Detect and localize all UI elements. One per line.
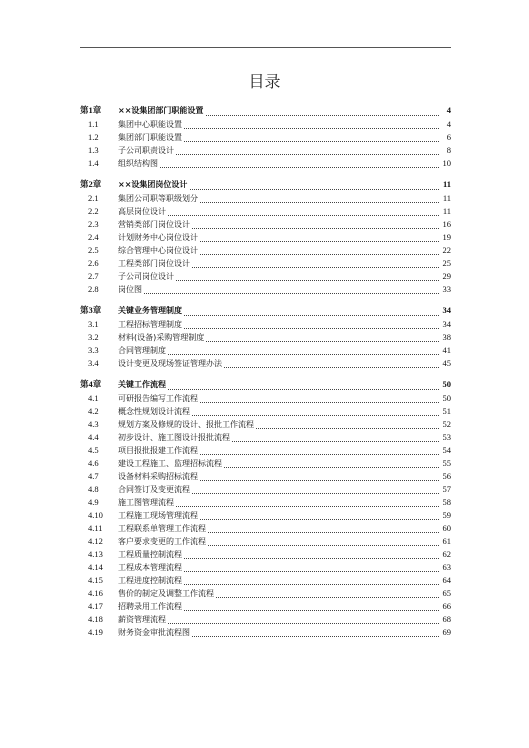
entry-page-number: 11	[440, 192, 451, 205]
entry-number: 4.11	[88, 523, 103, 533]
entry-page-number: 34	[440, 318, 452, 331]
entry-page-number: 63	[440, 561, 452, 574]
toc-section-entry[interactable]	[80, 283, 451, 296]
toc-section-entry[interactable]	[80, 144, 451, 157]
entry-page-number: 56	[440, 470, 452, 483]
entry-title: 建设工程施工、监理招标流程	[118, 459, 222, 468]
dot-leader	[118, 293, 439, 294]
toc-section-entry[interactable]	[80, 457, 451, 470]
entry-title: 施工图管理流程	[118, 498, 174, 507]
entry-number: 2.8	[88, 284, 99, 294]
toc-section-entry[interactable]	[80, 509, 451, 522]
entry-page-number: 4	[444, 118, 451, 131]
entry-title: ××设集团部门职能设置	[118, 106, 204, 115]
entry-page-number: 34	[440, 304, 452, 317]
entry-number: 4.18	[88, 614, 103, 624]
entry-title: 合同签订及变更流程	[118, 485, 190, 494]
entry-title: 客户要求变更的工作流程	[118, 537, 206, 546]
toc-section-entry[interactable]	[80, 600, 451, 613]
entry-number: 4.14	[88, 562, 103, 572]
toc-section-entry[interactable]	[80, 483, 451, 496]
table-of-contents	[80, 104, 451, 639]
chapter-gap	[80, 370, 451, 378]
toc-section-entry[interactable]	[80, 218, 451, 231]
toc-section-entry[interactable]	[80, 444, 451, 457]
entry-number: 4.8	[88, 484, 99, 494]
entry-number: 4.2	[88, 406, 99, 416]
entry-page-number: 61	[440, 535, 452, 548]
entry-number: 2.3	[88, 219, 99, 229]
entry-title: ××设集团岗位设计	[118, 180, 188, 189]
entry-page-number: 62	[440, 548, 452, 561]
entry-title: 工程质量控制流程	[118, 550, 182, 559]
entry-title: 岗位图	[118, 285, 142, 294]
entry-title: 工程招标管理制度	[118, 320, 182, 329]
toc-chapter-entry[interactable]	[80, 104, 451, 118]
toc-section-entry[interactable]	[80, 431, 451, 444]
toc-section-entry[interactable]	[80, 561, 451, 574]
entry-title: 关键业务管理制度	[118, 306, 182, 315]
entry-title: 工程类部门岗位设计	[118, 259, 190, 268]
toc-chapter-entry[interactable]	[80, 378, 451, 392]
entry-title: 集团中心职能设置	[118, 120, 182, 129]
entry-number: 4.1	[88, 393, 99, 403]
entry-number: 4.12	[88, 536, 103, 546]
entry-title: 工程成本管理流程	[118, 563, 182, 572]
toc-section-entry[interactable]	[80, 244, 451, 257]
entry-title: 工程联系单管理工作流程	[118, 524, 206, 533]
entry-page-number: 54	[440, 444, 452, 457]
entry-page-number: 64	[440, 574, 452, 587]
toc-section-entry[interactable]	[80, 626, 451, 639]
entry-number: 第1章	[80, 105, 102, 115]
entry-number: 4.7	[88, 471, 99, 481]
entry-title: 工程进度控制流程	[118, 576, 182, 585]
toc-section-entry[interactable]	[80, 470, 451, 483]
entry-page-number: 69	[440, 626, 452, 639]
entry-page-number: 19	[440, 231, 452, 244]
entry-title: 集团部门职能设置	[118, 133, 182, 142]
entry-title: 计划财务中心岗位设计	[118, 233, 198, 242]
entry-title: 初步设计、施工图设计报批流程	[118, 433, 230, 442]
toc-section-entry[interactable]	[80, 357, 451, 370]
page-title: 目录	[248, 72, 281, 91]
entry-page-number: 11	[440, 178, 451, 191]
entry-page-number: 50	[440, 378, 452, 391]
entry-number: 4.19	[88, 627, 103, 637]
toc-section-entry[interactable]	[80, 205, 451, 218]
entry-title: 项目报批报建工作流程	[118, 446, 198, 455]
toc-section-entry[interactable]	[80, 344, 451, 357]
entry-title: 子公司职责设计	[118, 146, 174, 155]
toc-section-entry[interactable]	[80, 613, 451, 626]
toc-chapter-entry[interactable]	[80, 178, 451, 192]
entry-page-number: 22	[440, 244, 452, 257]
header-rule	[80, 47, 451, 48]
entry-title: 组织结构图	[118, 159, 158, 168]
toc-section-entry[interactable]	[80, 257, 451, 270]
toc-section-entry[interactable]	[80, 548, 451, 561]
entry-number: 第4章	[80, 379, 102, 389]
entry-number: 4.9	[88, 497, 99, 507]
toc-section-entry[interactable]	[80, 192, 451, 205]
entry-number: 3.1	[88, 319, 99, 329]
entry-number: 4.10	[88, 510, 103, 520]
entry-number: 3.4	[88, 358, 99, 368]
entry-number: 第3章	[80, 305, 102, 315]
toc-section-entry[interactable]	[80, 522, 451, 535]
toc-section-entry[interactable]	[80, 318, 451, 331]
entry-title: 设备材料采购招标流程	[118, 472, 198, 481]
entry-page-number: 65	[440, 587, 452, 600]
toc-section-entry[interactable]	[80, 392, 451, 405]
entry-number: 1.2	[88, 132, 99, 142]
chapter-gap	[80, 170, 451, 178]
entry-page-number: 16	[440, 218, 452, 231]
entry-number: 3.2	[88, 332, 99, 342]
toc-section-entry[interactable]	[80, 231, 451, 244]
entry-title: 薪资管理流程	[118, 615, 166, 624]
entry-page-number: 33	[440, 283, 452, 296]
entry-page-number: 25	[440, 257, 452, 270]
entry-number: 2.2	[88, 206, 99, 216]
entry-title: 营销类部门岗位设计	[118, 220, 190, 229]
entry-number: 1.3	[88, 145, 99, 155]
entry-page-number: 6	[444, 131, 451, 144]
entry-page-number: 57	[440, 483, 452, 496]
chapter-gap	[80, 296, 451, 304]
entry-page-number: 41	[440, 344, 452, 357]
entry-title: 高层岗位设计	[118, 207, 166, 216]
toc-section-entry[interactable]	[80, 496, 451, 509]
entry-number: 2.1	[88, 193, 99, 203]
toc-section-entry[interactable]	[80, 118, 451, 131]
entry-page-number: 38	[440, 331, 452, 344]
toc-section-entry[interactable]	[80, 418, 451, 431]
entry-number: 2.5	[88, 245, 99, 255]
toc-section-entry[interactable]	[80, 131, 451, 144]
entry-page-number: 10	[440, 157, 452, 170]
toc-section-entry[interactable]	[80, 270, 451, 283]
entry-number: 4.6	[88, 458, 99, 468]
entry-page-number: 58	[440, 496, 452, 509]
entry-page-number: 8	[444, 144, 451, 157]
entry-title: 设计变更及现场签证管理办法	[118, 359, 222, 368]
entry-number: 第2章	[80, 179, 102, 189]
entry-number: 4.13	[88, 549, 103, 559]
entry-title: 招聘录用工作流程	[118, 602, 182, 611]
entry-page-number: 29	[440, 270, 452, 283]
entry-title: 规划方案及修规的设计、报批工作流程	[118, 420, 254, 429]
entry-number: 4.3	[88, 419, 99, 429]
entry-page-number: 51	[440, 405, 452, 418]
entry-title: 概念性规划设计流程	[118, 407, 190, 416]
entry-title: 综合管理中心岗位设计	[118, 246, 198, 255]
entry-page-number: 50	[440, 392, 452, 405]
entry-number: 4.15	[88, 575, 103, 585]
entry-title: 材料(设备)采购管理制度	[118, 333, 205, 342]
entry-title: 工程施工现场管理流程	[118, 511, 198, 520]
entry-page-number: 4	[444, 104, 451, 117]
toc-chapter-entry[interactable]	[80, 304, 451, 318]
entry-page-number: 52	[440, 418, 452, 431]
entry-number: 2.4	[88, 232, 99, 242]
entry-title: 售价的制定及调整工作流程	[118, 589, 214, 598]
toc-section-entry[interactable]	[80, 535, 451, 548]
entry-number: 4.17	[88, 601, 103, 611]
entry-page-number: 59	[440, 509, 452, 522]
entry-title: 可研报告编写工作流程	[118, 394, 198, 403]
toc-section-entry[interactable]	[80, 331, 451, 344]
toc-section-entry[interactable]	[80, 157, 451, 170]
entry-page-number: 55	[440, 457, 452, 470]
entry-page-number: 60	[440, 522, 452, 535]
entry-title: 合同管理制度	[118, 346, 166, 355]
entry-number: 4.5	[88, 445, 99, 455]
toc-section-entry[interactable]	[80, 587, 451, 600]
entry-number: 2.7	[88, 271, 99, 281]
entry-number: 1.1	[88, 119, 99, 129]
entry-title: 财务资金审批流程图	[118, 628, 190, 637]
entry-page-number: 66	[440, 600, 452, 613]
dot-leader	[118, 167, 439, 168]
entry-page-number: 11	[440, 205, 451, 218]
entry-page-number: 68	[440, 613, 452, 626]
toc-section-entry[interactable]	[80, 574, 451, 587]
entry-number: 2.6	[88, 258, 99, 268]
entry-number: 1.4	[88, 158, 99, 168]
entry-title: 集团公司职等职级划分	[118, 194, 198, 203]
toc-section-entry[interactable]	[80, 405, 451, 418]
entry-page-number: 53	[440, 431, 452, 444]
entry-title: 子公司岗位设计	[118, 272, 174, 281]
entry-number: 4.16	[88, 588, 103, 598]
entry-number: 4.4	[88, 432, 99, 442]
entry-title: 关键工作流程	[118, 380, 166, 389]
entry-page-number: 45	[440, 357, 452, 370]
entry-number: 3.3	[88, 345, 99, 355]
